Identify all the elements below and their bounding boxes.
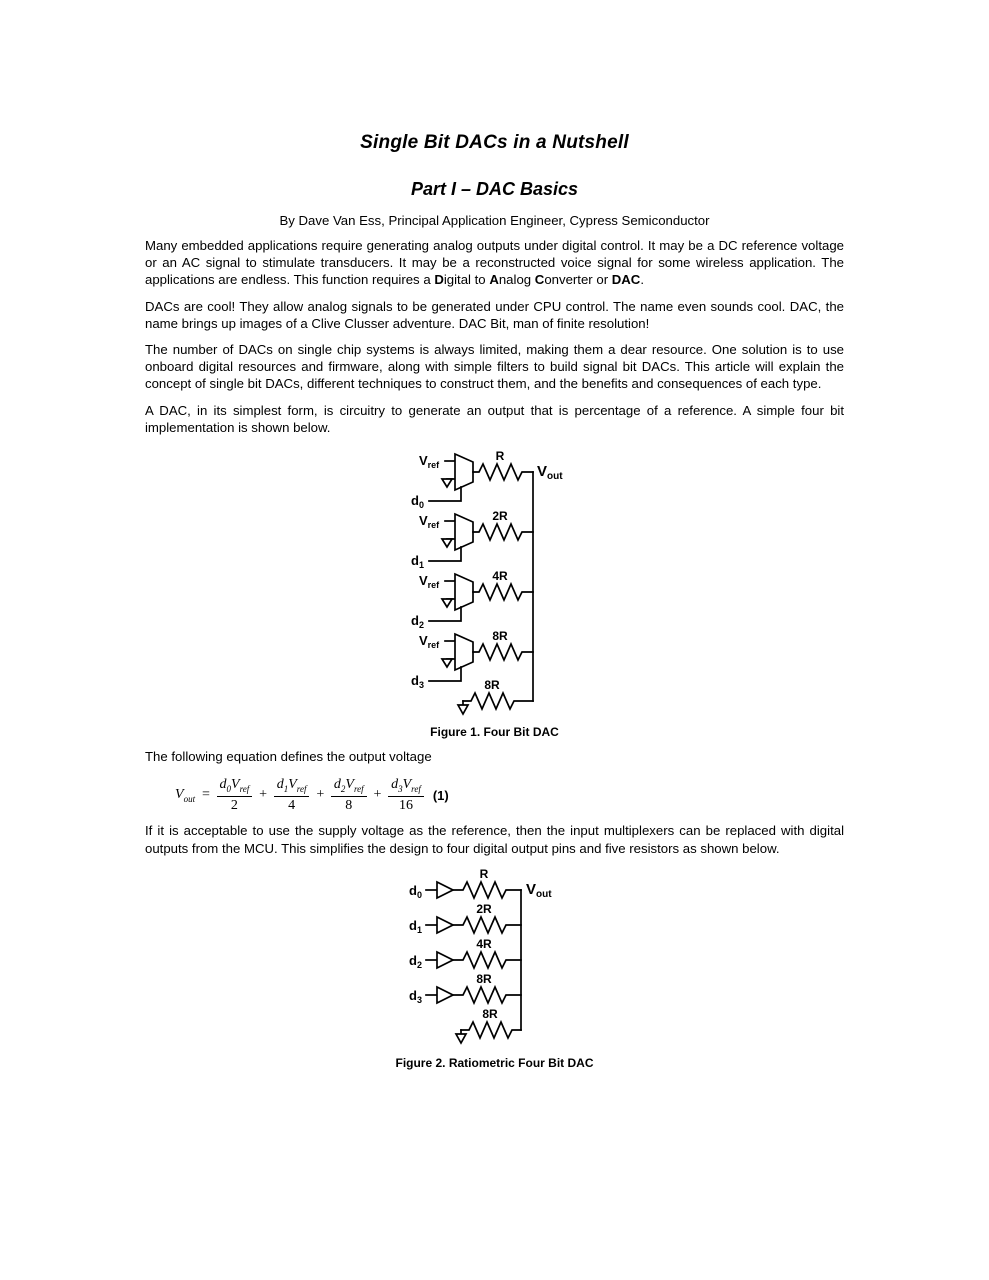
mux-shape <box>455 454 473 490</box>
dac-buffer-row-1 <box>409 902 521 935</box>
d1-label: $d_1$ <box>408 917 422 935</box>
ground-icon <box>456 1034 466 1043</box>
buffer-icon <box>437 917 453 933</box>
resistor-symbol <box>453 987 521 1003</box>
paragraph-equation-intro: The following equation defines the output voltage <box>145 749 432 765</box>
vref-label: $V_{ref}$ <box>418 453 439 471</box>
bold-letter-c: C <box>534 272 545 288</box>
resistor-symbol <box>473 464 533 480</box>
resistor-label: 8R <box>491 629 508 644</box>
eq-term-0: $\frac{d_0V_{ref}}{2}$ <box>217 777 253 813</box>
buffer-icon <box>437 987 453 1003</box>
vout-label: $V_{out}$ <box>525 880 552 900</box>
ground-icon <box>442 539 452 547</box>
dac-buffer-row-3 <box>409 972 521 1005</box>
dac-buffer-row-0 <box>409 867 521 900</box>
resistor-symbol <box>473 524 533 540</box>
page-subtitle: Part I – DAC Basics <box>410 179 579 199</box>
paragraph-dacs-are-cool: DACs are cool! They allow analog signals to be generated under CPU control. The name even sounds cool. DAC, the name brings up images of a Clive Clusser adventure. DAC Bit, man of finite resolution! <box>145 298 844 331</box>
d3-label: $d_3$ <box>410 673 424 691</box>
dac-mux-row-2 <box>411 569 533 630</box>
byline: By Dave Van Ess, Principal Application Engineer, Cypress Semiconductor <box>279 213 710 228</box>
d3-label: $d_3$ <box>408 987 422 1005</box>
resistor-symbol <box>463 693 533 709</box>
vref-label: $V_{ref}$ <box>418 513 439 531</box>
resistor-symbol <box>473 644 533 660</box>
bold-dac: DAC <box>611 272 641 288</box>
ground-icon <box>442 659 452 667</box>
dac-buffer-row-2 <box>409 937 521 970</box>
resistor-label: 8R <box>483 678 500 693</box>
termination-resistor <box>458 678 533 714</box>
resistor-symbol <box>453 882 521 898</box>
eq-plus: + <box>372 787 383 803</box>
resistor-symbol <box>453 917 521 933</box>
eq-term-1: $\frac{d_1V_{ref}}{4}$ <box>274 777 310 813</box>
equation-number: (1) <box>432 787 449 803</box>
ground-icon <box>442 599 452 607</box>
resistor-label: 4R <box>475 936 492 951</box>
d0-label: $d_0$ <box>408 882 422 900</box>
bold-letter-a: A <box>489 272 499 288</box>
d2-label: $d_2$ <box>408 952 422 970</box>
output-voltage-equation <box>175 777 844 813</box>
eq-equals: = <box>201 787 211 803</box>
buffer-icon <box>437 952 453 968</box>
eq-term-2: $\frac{d_2V_{ref}}{8}$ <box>331 777 367 813</box>
resistor-label: 4R <box>491 569 508 584</box>
dac-mux-row-0 <box>411 449 533 510</box>
eq-plus: + <box>315 787 325 803</box>
paragraph-dac-resource: The number of DACs on single chip systems is always limited, making them a dear resource. One solution is to use onboard digital resources and firmware, along with simple filters to build signal bit DACs. This article will explain the concept of single bit DACs, different techniques to construct them, and the benefits and consequences of each type. <box>145 342 844 392</box>
ground-icon <box>442 479 452 487</box>
figure-2-diagram <box>405 866 585 1052</box>
resistor-label: 8R <box>481 1006 498 1021</box>
mux-shape <box>455 514 473 550</box>
vout-label: $V_{out}$ <box>536 463 563 483</box>
resistor-label: R <box>479 866 488 881</box>
eq-lhs: $V_{out}$ <box>175 786 196 804</box>
bold-letter-d: D <box>434 272 444 288</box>
resistor-symbol <box>453 952 521 968</box>
ground-icon <box>458 705 468 714</box>
eq-plus: + <box>258 787 268 803</box>
buffer-icon <box>437 882 453 898</box>
resistor-label: 8R <box>475 971 492 986</box>
d0-label: $d_0$ <box>410 493 424 511</box>
figure-1-diagram <box>399 445 591 721</box>
resistor-label: 2R <box>475 901 492 916</box>
vref-label: $V_{ref}$ <box>418 573 439 591</box>
resistor-symbol <box>461 1022 521 1038</box>
resistor-label: 2R <box>491 509 508 524</box>
vref-label: $V_{ref}$ <box>418 633 439 651</box>
figure-1-caption: Figure 1. Four Bit DAC <box>430 725 559 740</box>
paragraph-ratiometric: If it is acceptable to use the supply voltage as the reference, then the input multiplexers can be replaced with digital outputs from the MCU. This simplifies the design to four digital output pins and five resistors as shown below. <box>145 823 844 856</box>
page-title: Single Bit DACs in a Nutshell <box>360 132 629 153</box>
eq-term-3: $\frac{d_3V_{ref}}{16}$ <box>388 777 424 813</box>
mux-shape <box>455 574 473 610</box>
figure-1 <box>145 445 844 739</box>
resistor-symbol <box>473 584 533 600</box>
figure-2-caption: Figure 2. Ratiometric Four Bit DAC <box>395 1055 594 1070</box>
d2-label: $d_2$ <box>410 613 424 631</box>
figure-2 <box>145 866 844 1070</box>
paragraph-simple-dac: A DAC, in its simplest form, is circuitry to generate an output that is percentage of a reference. A simple four bit implementation is shown below. <box>145 402 844 435</box>
paragraph-intro: Many embedded applications require generating analog outputs under digital control. It may be a DC reference voltage or an AC signal to stimulate transducers. It may be a reconstructed voice signal for some wireless application. The applications are endless. This function requires a Digital to Analog Converter or DAC. <box>145 238 844 288</box>
termination-resistor <box>456 1007 521 1043</box>
dac-mux-row-3 <box>410 629 533 693</box>
resistor-label: R <box>495 449 504 464</box>
paragraph-intro-text: Many embedded applications require generating analog outputs under digital control. It may be a DC reference voltage or an AC signal to stimulate transducers. It may be a reconstructed voice signal for some wireless application. The applications are endless. This function requires a <box>145 238 844 288</box>
dac-mux-row-1 <box>411 509 533 570</box>
mux-shape <box>455 634 473 670</box>
d1-label: $d_1$ <box>410 553 424 571</box>
